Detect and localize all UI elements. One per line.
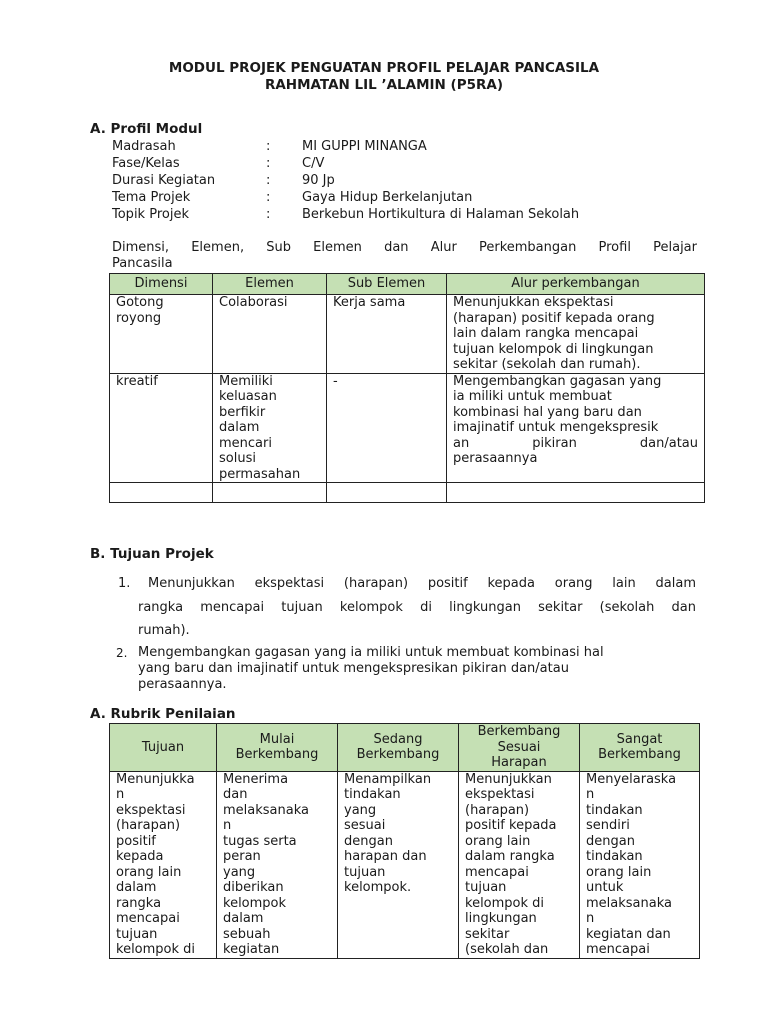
table-cell: Colaborasi	[213, 295, 327, 374]
tujuan-item-2-line: perasaannya.	[138, 677, 227, 692]
table-cell: Menampilkan tindakan yang sesuai dengan harapan dan tujuan kelompok.	[338, 771, 459, 958]
profil-colon: :	[266, 173, 271, 188]
column-header: Sub Elemen	[327, 274, 447, 295]
profil-value: MI GUPPI MINANGA	[302, 139, 427, 154]
table-cell	[447, 483, 705, 503]
table-cell	[327, 483, 447, 503]
column-header: Mulai Berkembang	[217, 724, 338, 772]
rubrik-table	[109, 723, 700, 959]
dimensi-table-header-row	[110, 274, 705, 295]
column-header: Dimensi	[110, 274, 213, 295]
profil-label: Topik Projek	[112, 207, 189, 222]
table-cell	[447, 373, 705, 483]
tujuan-item-1-line: rangka mencapai tujuan kelompok di lingkungan sekitar (sekolah dan	[138, 600, 696, 615]
profil-colon: :	[266, 156, 271, 171]
column-header: Sangat Berkembang	[580, 724, 700, 772]
profil-colon: :	[266, 207, 271, 222]
table-cell: kreatif	[110, 373, 213, 483]
tujuan-item-1-line: rumah).	[138, 623, 190, 638]
dimensi-table	[109, 273, 705, 503]
rubrik-table-header-row	[110, 724, 700, 772]
table-cell: Gotong royong	[110, 295, 213, 374]
alur-line: ia miliki untuk membuat	[453, 389, 612, 404]
table-cell	[213, 483, 327, 503]
column-header: Elemen	[213, 274, 327, 295]
profil-colon: :	[266, 190, 271, 205]
table-cell: Menunjukkan ekspektasi (harapan) positif kepada orang lain dalam rangka mencapai tujuan kelompok di lingkungan sekitar (sekolah dan rumah).	[447, 295, 705, 374]
table-row	[110, 771, 700, 958]
column-header: Berkembang Sesuai Harapan	[459, 724, 580, 772]
column-header: Tujuan	[110, 724, 217, 772]
profil-value: 90 Jp	[302, 173, 335, 188]
table-cell: Menunjukkan ekspektasi (harapan) positif kepada orang lain dalam rangka mencapai tujuan kelompok di lingkungan sekitar (sekolah dan	[459, 771, 580, 958]
table-cell: Menyelaraska n tindakan sendiri dengan tindakan orang lain untuk melaksanaka n kegiatan dan mencapai	[580, 771, 700, 958]
profil-label: Durasi Kegiatan	[112, 173, 216, 188]
table-row	[110, 483, 705, 503]
profil-value: Gaya Hidup Berkelanjutan	[302, 190, 473, 205]
profil-value: Berkebun Hortikultura di Halaman Sekolah	[302, 207, 580, 222]
profil-label: Madrasah	[112, 139, 176, 154]
table-cell	[110, 483, 213, 503]
alur-line: Mengembangkan gagasan yang	[453, 373, 662, 389]
profil-label: Fase/Kelas	[112, 156, 180, 171]
document-title-line1: MODUL PROJEK PENGUATAN PROFIL PELAJAR PANCASILA	[168, 60, 600, 76]
table-cell: Menunjukka n ekspektasi (harapan) positif kepada orang lain dalam rangka mencapai tujuan kelompok di	[110, 771, 217, 958]
profil-heading: A. Profil Modul	[90, 121, 203, 137]
tujuan-item-1-number: 1.	[118, 576, 131, 591]
tujuan-heading: B. Tujuan Projek	[90, 546, 214, 562]
dimensi-intro-line2: Pancasila	[112, 256, 173, 271]
document-title-line2: RAHMATAN LIL ’ALAMIN (P5RA)	[264, 77, 504, 93]
table-row	[110, 295, 705, 374]
table-cell: Kerja sama	[327, 295, 447, 374]
tujuan-item-2-line: yang baru dan imajinatif untuk mengekspresikan pikiran dan/atau	[138, 661, 569, 676]
table-cell: -	[327, 373, 447, 483]
dimensi-intro-line1: Dimensi, Elemen, Sub Elemen dan Alur Perkembangan Profil Pelajar	[112, 240, 697, 255]
profil-label: Tema Projek	[112, 190, 191, 205]
column-header: Alur perkembangan	[447, 274, 705, 295]
profil-colon: :	[266, 139, 271, 154]
profil-value: C/V	[302, 156, 325, 171]
alur-line: perasaannya	[453, 451, 538, 466]
tujuan-item-1-line: Menunjukkan ekspektasi (harapan) positif kepada orang lain dalam	[148, 576, 696, 591]
alur-line: imajinatif untuk mengekspresik	[453, 420, 659, 435]
alur-line: an pikiran dan/atau	[453, 435, 698, 451]
tujuan-item-2-line: Mengembangkan gagasan yang ia miliki untuk membuat kombinasi hal	[138, 645, 604, 660]
rubrik-heading: A. Rubrik Penilaian	[90, 706, 236, 722]
alur-line: kombinasi hal yang baru dan	[453, 404, 642, 420]
table-cell: Menerima dan melaksanaka n tugas serta peran yang diberikan kelompok dalam sebuah kegiatan	[217, 771, 338, 958]
column-header: Sedang Berkembang	[338, 724, 459, 772]
tujuan-item-2-number: 2.	[116, 646, 128, 660]
table-cell: Memiliki keluasan berfikir dalam mencari solusi permasahan	[213, 373, 327, 483]
table-row	[110, 373, 705, 483]
